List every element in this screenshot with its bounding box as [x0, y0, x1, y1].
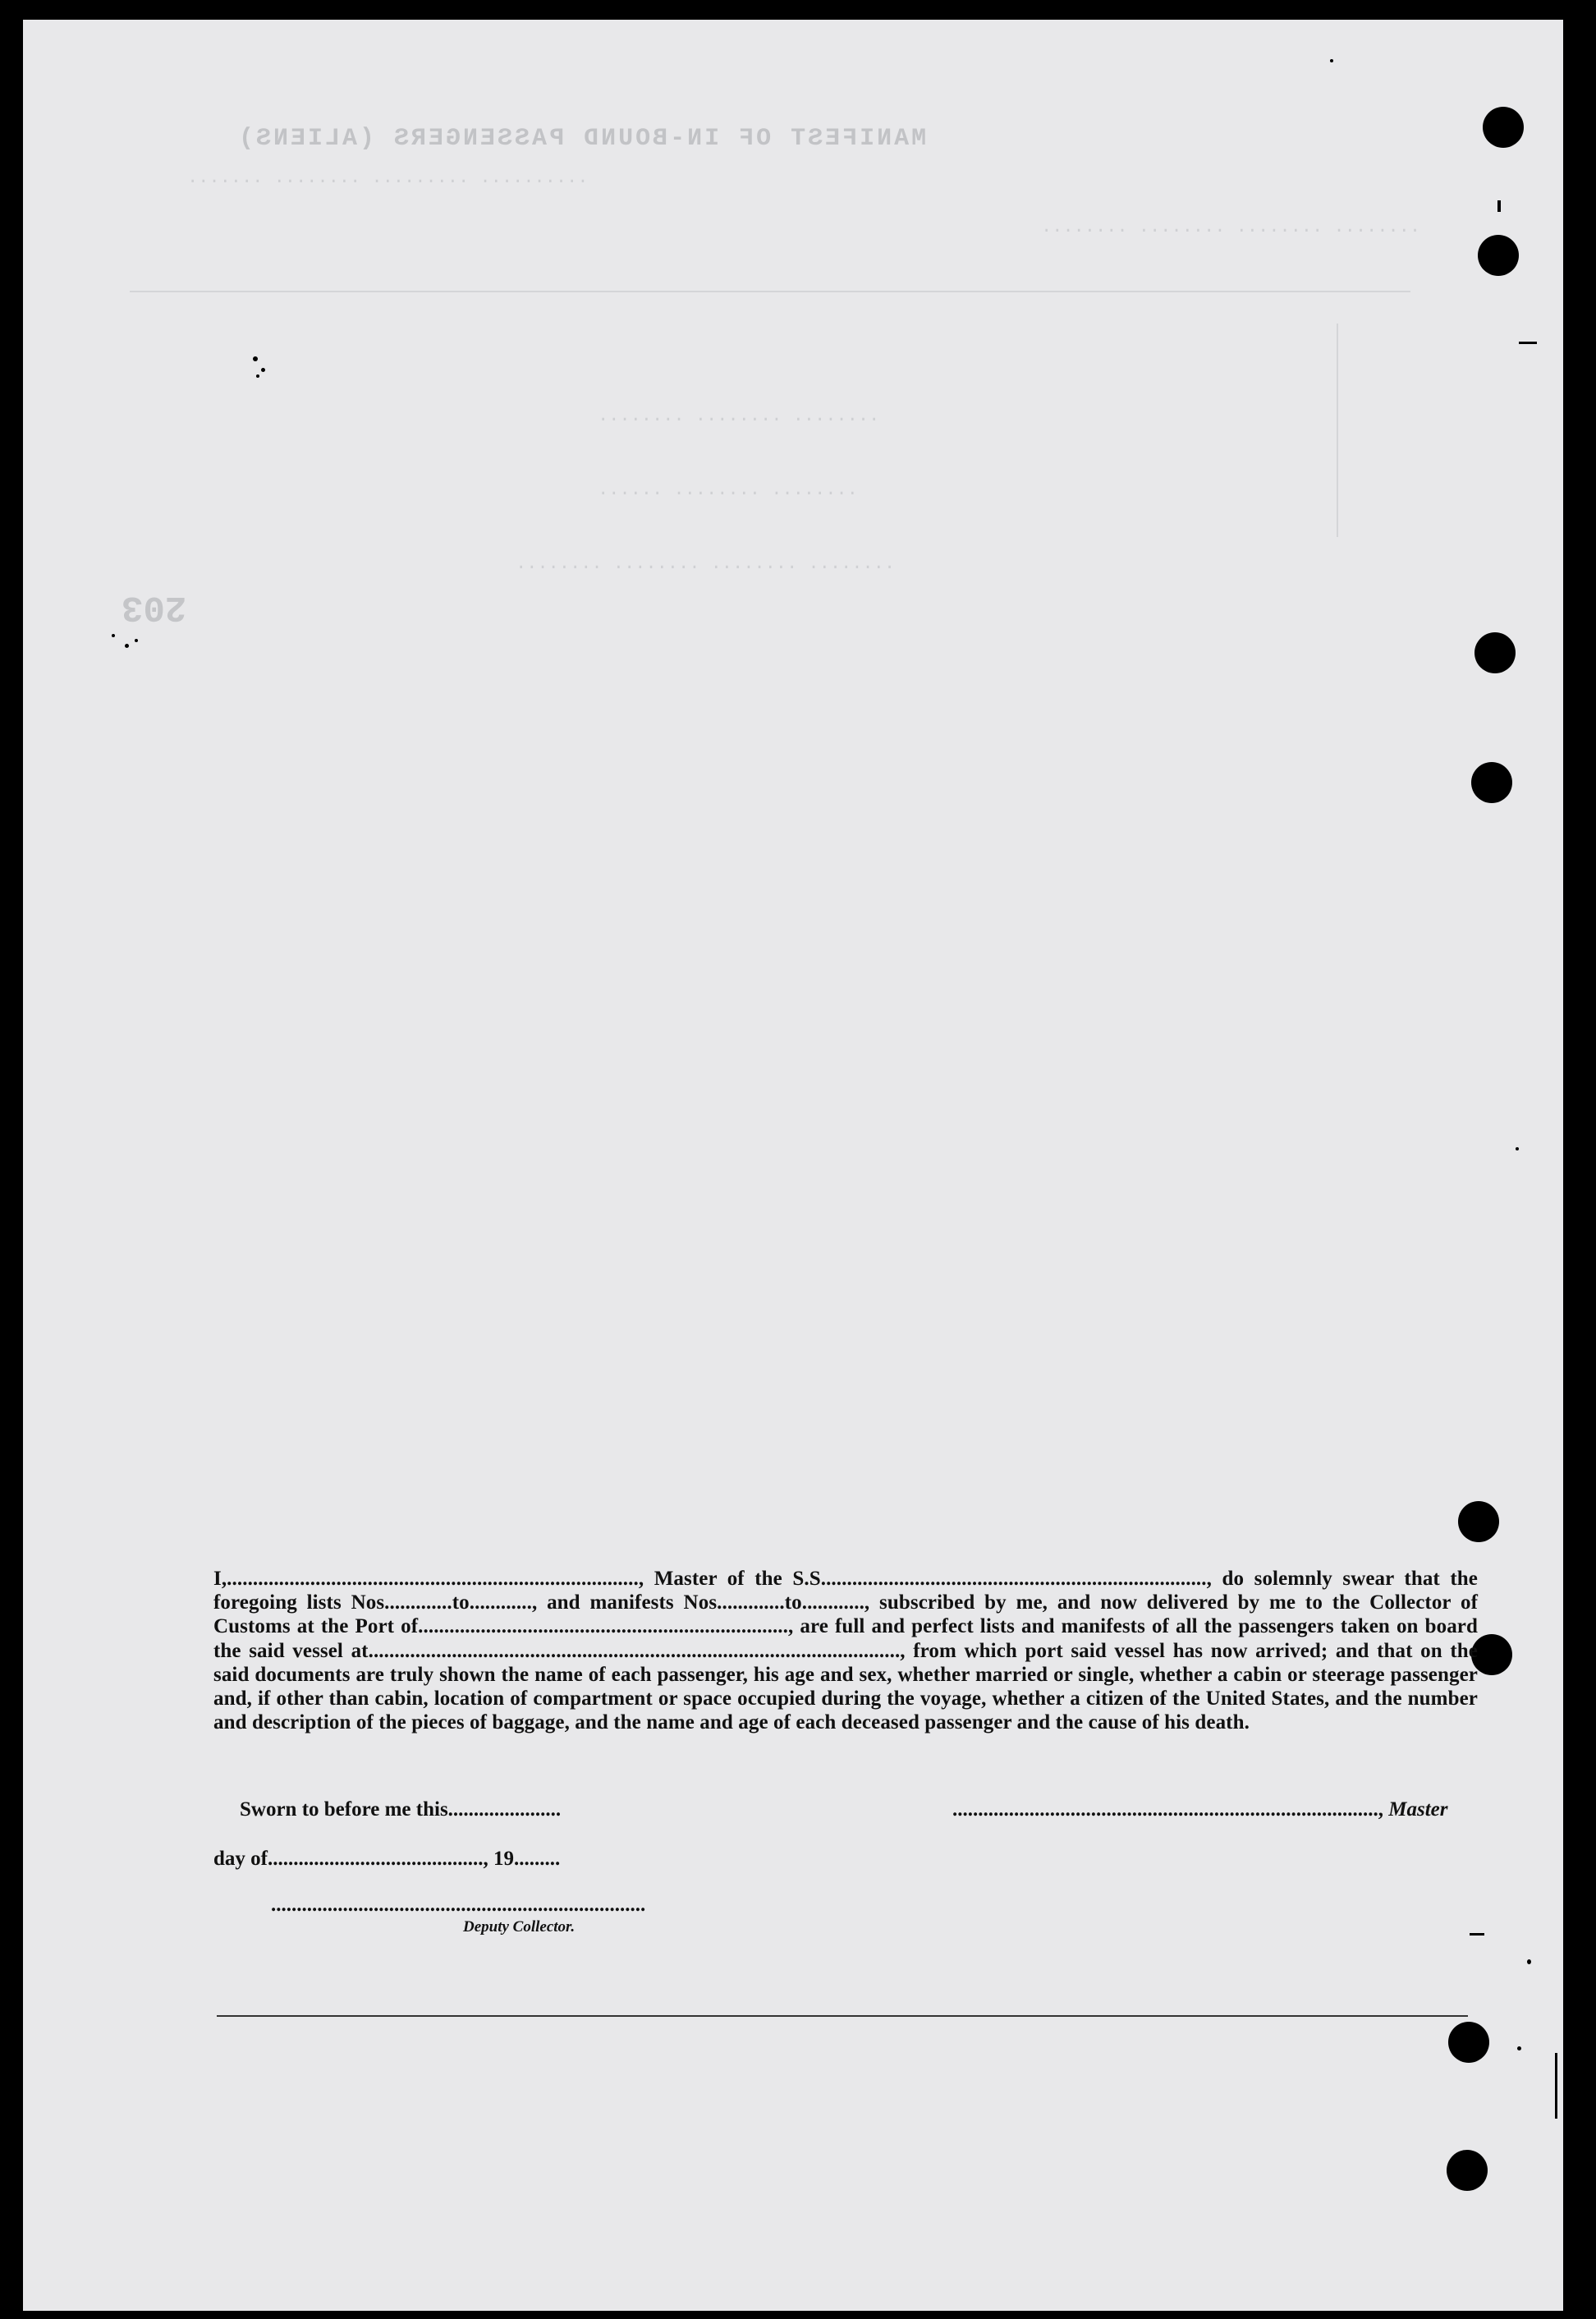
punch-hole — [1458, 1501, 1499, 1542]
deputy-collector-label: Deputy Collector. — [463, 1918, 576, 1936]
speck — [1516, 1147, 1519, 1150]
oath-paragraph: I,..............................................................................., Master of the S.S.........................................................................., do solemnly swear that the foregoing lists Nos.............to............, and manifests Nos.............to............, subscribed by me, and now delivered by me to the Collector of Customs at the Port of......................................................................., are full and perfect lists and manifests of all the passengers taken on board the said vessel at......................................................................................................, from which port said vessel has now arrived; and that on the said documents are truly shown the name of each passenger, his age and sex, whether married or single, whether a cabin or steerage passenger and, if other than cabin, location of compartment or space occupied during the voyage, whether a citizen of the United States, and the number and description of the pieces of baggage, and the name and age of each deceased passenger and the cause of his death. — [213, 1568, 1478, 1734]
punch-hole — [1478, 235, 1519, 276]
edge-mark — [1519, 342, 1537, 344]
master-signature-line — [952, 1798, 1447, 1821]
bleed-through-line: ........ ........ ........ — [598, 406, 880, 426]
bleed-through-line: ........ ........ ........ ........ — [516, 553, 896, 574]
punch-hole — [1483, 107, 1524, 148]
edge-mark — [1470, 1933, 1484, 1936]
bleed-through-line: .......... ......... ........ ....... — [187, 168, 589, 188]
master-signature-dots: ..................................................................................., — [952, 1798, 1383, 1821]
master-label: Master — [1388, 1798, 1448, 1821]
bleed-through-title: MANIFEST OF IN-BOUND PASSENGERS (ALIENS) — [236, 125, 927, 153]
sworn-line: Sworn to before me this...................... — [240, 1798, 562, 1821]
punch-hole — [1474, 632, 1516, 673]
speck — [1517, 2046, 1521, 2050]
punch-hole — [1447, 2150, 1488, 2191]
document-page — [23, 20, 1563, 2311]
punch-hole — [1471, 762, 1512, 803]
day-line: day of.........................................., 19......... — [213, 1848, 561, 1870]
speck — [1527, 1959, 1531, 1964]
edge-mark — [1497, 200, 1501, 212]
speck — [256, 374, 259, 378]
edge-mark — [1555, 2053, 1557, 2119]
bleed-through-rule — [1337, 324, 1338, 537]
speck — [135, 639, 138, 642]
bleed-through-rule — [130, 291, 1410, 292]
deputy-signature-line: ......................................................................... — [271, 1894, 646, 1916]
speck — [261, 368, 265, 372]
bottom-rule — [217, 2015, 1468, 2017]
punch-hole — [1448, 2022, 1489, 2063]
bleed-through-line: ........ ........ ........ ........ — [1041, 217, 1421, 237]
bleed-through-line: ........ ........ ...... — [598, 480, 858, 500]
speck — [125, 644, 129, 648]
speck — [112, 634, 115, 637]
bleed-through-number: 203 — [122, 586, 187, 627]
speck — [253, 356, 258, 361]
speck — [1330, 59, 1333, 62]
